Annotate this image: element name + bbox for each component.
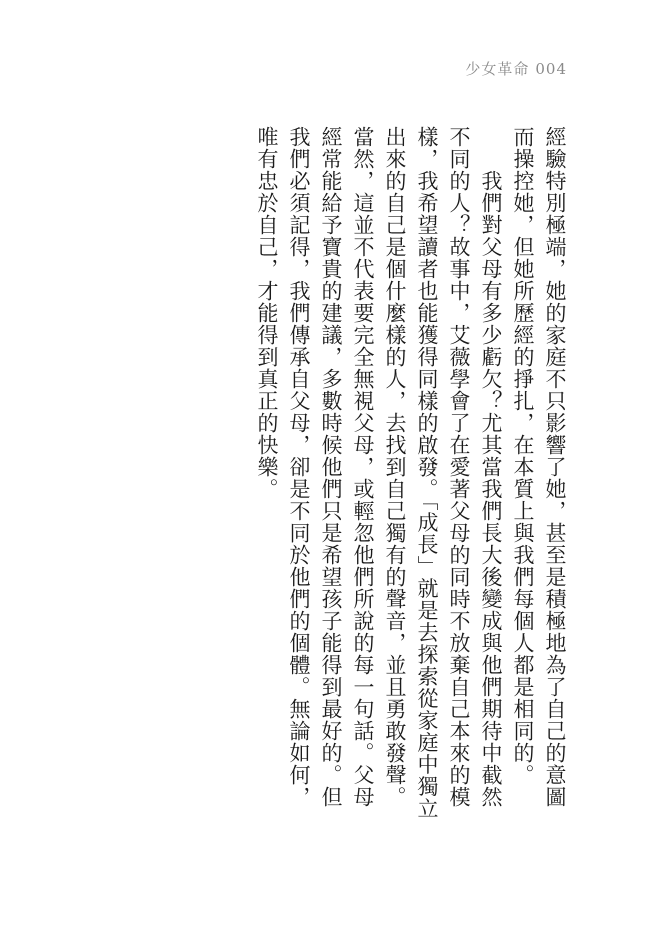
- paragraph: 我們對父母有多少虧欠？尤其當我們長大後變成與他們期待中截然不同的人？故事中，艾薇學會了在愛著父母的同時不放棄自己本來的模樣，我希望讀者也能獲得同樣的啟發。「成長」就是去探索從家庭中獨立出來的自己是個什麼樣的人，去找到自己獨有的聲音，並且勇敢發聲。當然，這並不代表要完全無視父母，或輕忽他們所說的每一句話。父母經常能給予寶貴的建議，多數時候他們只是希望孩子能得到最好的。但我們必須記得，我們傳承自父母，卻是不同於他們的個體。無論如何，唯有忠於自己，才能得到真正的快樂。: [255, 126, 503, 820]
- vertical-body-text: [251, 126, 571, 826]
- paragraph: 經驗特別極端，她的家庭不只影響了她，甚至是積極地為了自己的意圖而操控她，但她所歷經的掙扎，在本質上與我們每個人都是相同的。: [511, 126, 567, 808]
- running-header: [465, 58, 567, 79]
- page-number: 004: [535, 60, 567, 78]
- book-title: 少女革命: [465, 60, 530, 78]
